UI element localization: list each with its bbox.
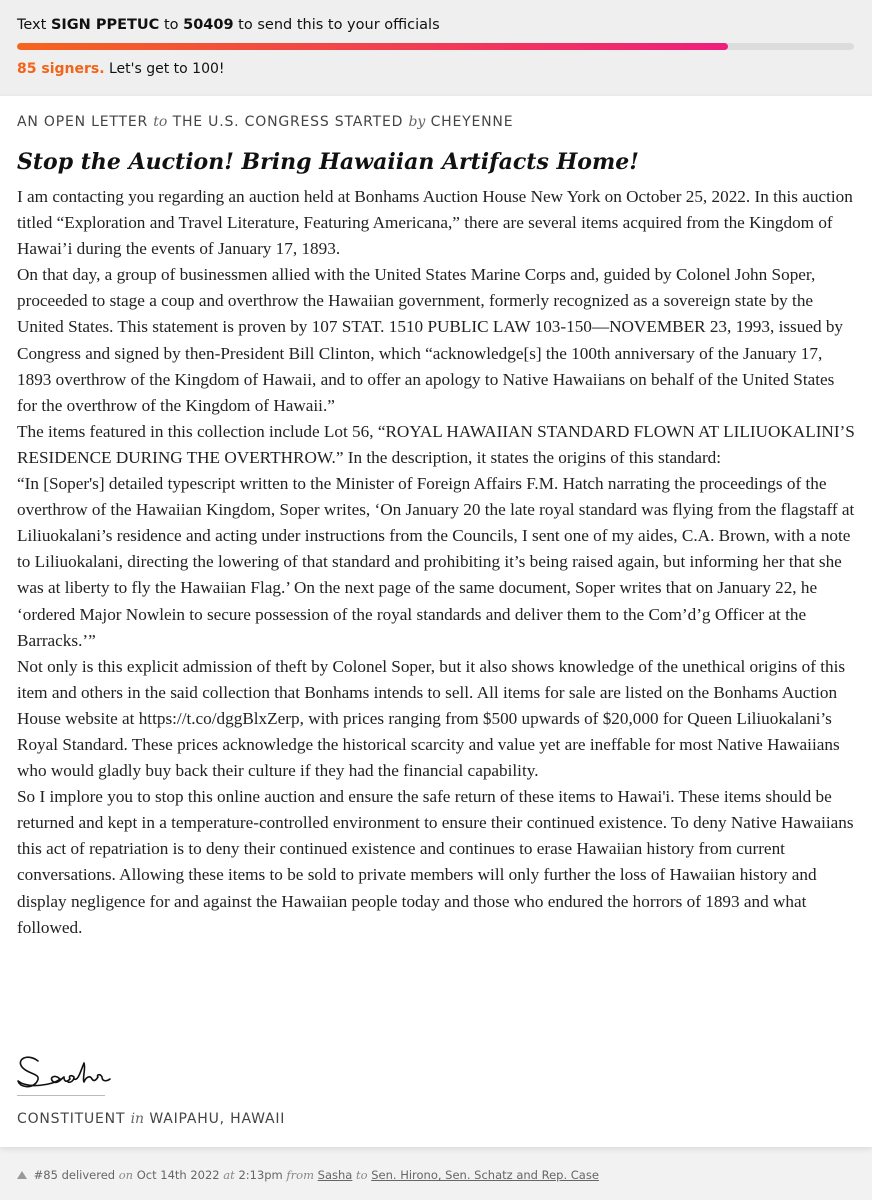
footer-connector: at xyxy=(223,1168,235,1182)
sms-prefix: Text xyxy=(17,17,47,33)
constituent-location: WAIPAHU, HAWAII xyxy=(149,1111,286,1127)
constituent-connector: in xyxy=(130,1111,145,1127)
letter-paragraph: So I implore you to stop this online auction and ensure the safe return of these items to Hawai'i. These items should be returned and kept in a temperature-controlled environment to ensure their continued existence. To deny Native Hawaiians this act of repatriation is to deny their continued existence and continues to erase Hawaiian history from current conversations. Allowing these items to be sold to private members will only further the loss of Hawaiian history and display negligence for and against the Hawaiian people today and those who endured the horrors of 1893 and what followed. xyxy=(17,787,854,937)
sms-to: to xyxy=(163,17,179,33)
delivery-footer xyxy=(17,1168,599,1182)
letter-recipient: THE U.S. CONGRESS STARTED xyxy=(172,114,404,130)
letter-author: CHEYENNE xyxy=(430,114,514,130)
letter-header-connector: to xyxy=(153,114,168,130)
triangle-up-icon xyxy=(17,1171,27,1179)
signature-divider xyxy=(17,1095,105,1096)
constituent-line xyxy=(17,1111,285,1127)
footer-connector: from xyxy=(286,1168,315,1182)
delivery-number: #85 delivered xyxy=(33,1168,116,1182)
letter-header xyxy=(17,114,513,130)
letter-title: Stop the Auction! Bring Hawaiian Artifacts Home! xyxy=(17,149,639,175)
handwritten-signature xyxy=(14,1051,114,1096)
letter-paragraph: “In [Soper's] detailed typescript written to the Minister of Foreign Affairs F.M. Hatch narrating the proceedings of the overthrow of the Hawaiian Kingdom, Soper writes, ‘On January 20 the late royal standard was flying from the flagstaff at Liliuokalani’s residence and acting under instructions from the Councils, I sent one of my aides, C.A. Brown, with a note to Liliuokalani, directing the lowering of that standard and prohibiting it’s being raised again, but informing her that she was at liberty to fly the Hawaiian Flag.’ On the next page of the same document, Soper writes that on January 22, he ‘ordered Major Nowlein to secure possession of the royal standards and deliver them to the Com’d’g Officer at the Barracks.’” xyxy=(17,474,855,650)
letter-header-label: AN OPEN LETTER xyxy=(17,114,149,130)
signer-count: 85 signers. xyxy=(17,61,105,77)
letter-paragraph: On that day, a group of businessmen allied with the United States Marine Corps and, guided by Colonel John Soper, proceeded to stage a coup and overthrow the Hawaiian government, formerly recognized as a sovereign state by the United States. This statement is proven by 107 STAT. 1510 PUBLIC LAW 103-150—NOVEMBER 23, 1993, issued by Congress and signed by then-President Bill Clinton, which “acknowledge[s] the 100th anniversary of the January 17, 1893 overthrow of the Kingdom of Hawaii, and to offer an apology to Native Hawaiians on behalf of the United States for the overthrow of the Kingdom of Hawaii.” xyxy=(17,265,844,415)
sms-keyword: SIGN PPETUC xyxy=(50,17,160,33)
sender-link[interactable]: Sasha xyxy=(317,1168,353,1182)
footer-connector: on xyxy=(118,1168,134,1182)
delivery-date: Oct 14th 2022 xyxy=(136,1168,220,1182)
letter-paragraph: The items featured in this collection include Lot 56, “ROYAL HAWAIIAN STANDARD FLOWN AT LILIUOKALINI’S RESIDENCE DURING THE OVERTHROW.” In the description, it states the origins of this standard: xyxy=(17,421,855,467)
letter-body xyxy=(17,184,857,941)
signer-count-line xyxy=(17,61,225,77)
delivery-time: 2:13pm xyxy=(238,1168,283,1182)
recipients-link[interactable]: Sen. Hirono, Sen. Schatz and Rep. Case xyxy=(371,1168,599,1182)
signer-goal: Let's get to 100! xyxy=(108,61,225,77)
letter-header-connector: by xyxy=(408,114,426,130)
sms-banner xyxy=(0,0,872,96)
signature-progress-fill xyxy=(17,43,728,50)
sms-instruction xyxy=(17,17,440,33)
sms-suffix: to send this to your officials xyxy=(238,17,440,33)
sms-number: 50409 xyxy=(183,17,234,33)
letter-paragraph: I am contacting you regarding an auction held at Bonhams Auction House New York on October 25, 2022. In this auction titled “Exploration and Travel Literature, Featuring Americana,” there are several items acquired from the Kingdom of Hawai’i during the events of January 17, 1893. xyxy=(17,187,853,259)
constituent-label: CONSTITUENT xyxy=(17,1111,126,1127)
signature-progress-bar xyxy=(17,43,854,50)
footer-connector: to xyxy=(356,1168,368,1182)
letter-card xyxy=(0,96,872,1147)
letter-paragraph: Not only is this explicit admission of theft by Colonel Soper, but it also shows knowledge of the unethical origins of this item and others in the said collection that Bonhams intends to sell. All items for sale are listed on the Bonhams Auction House website at https://t.co/dggBlxZerp, with prices ranging from $500 upwards of $20,000 for Queen Liliuokalani’s Royal Standard. These prices acknowledge the historical scarcity and value yet are ineffable for most Native Hawaiians who would gladly buy back their culture if they had the financial capability. xyxy=(17,656,846,781)
